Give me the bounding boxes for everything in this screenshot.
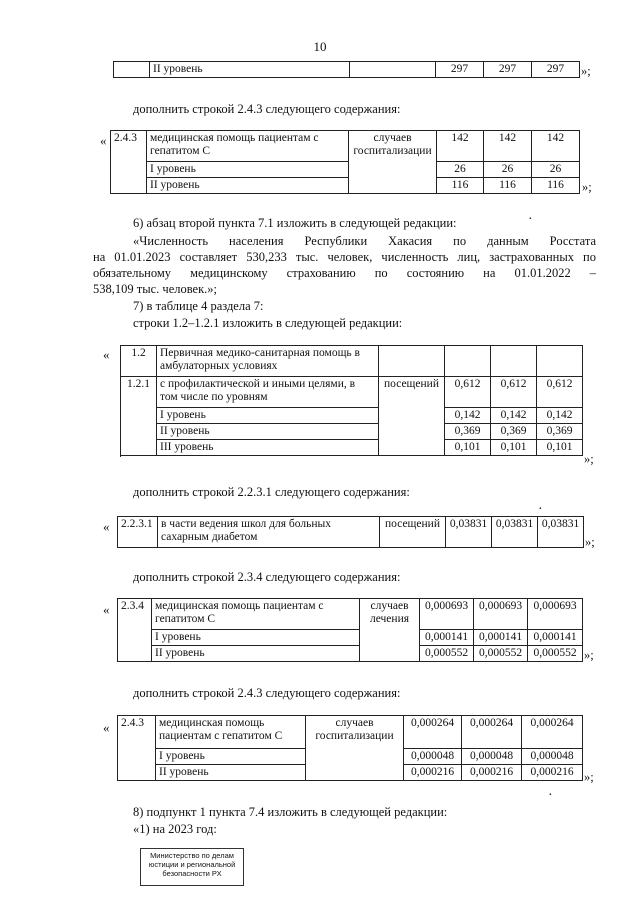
stamp-line: юстиции и региональной <box>148 860 236 869</box>
cell-value: 0,000048 <box>404 749 462 765</box>
cell-label: I уровень <box>152 630 360 646</box>
closing-quote: »; <box>584 452 594 466</box>
cell-unit: случаев лечения <box>360 599 420 662</box>
cell-num: 1.2 <box>121 346 157 377</box>
closing-quote: »; <box>582 180 592 194</box>
cell-unit <box>379 346 445 377</box>
paragraph: дополнить строкой 2.4.3 следующего содержания: <box>133 686 401 700</box>
opening-quote: « <box>103 602 110 617</box>
paragraph: дополнить строкой 2.4.3 следующего содержания: <box>133 102 401 116</box>
cell-unit: случаев госпитализации <box>306 716 404 781</box>
cell-value: 0,000693 <box>474 599 528 630</box>
stamp-line: безопасности РХ <box>162 869 222 878</box>
paragraph: 6) абзац второй пункта 7.1 изложить в следующей редакции: <box>133 216 457 230</box>
cell-num: 2.4.3 <box>111 131 147 194</box>
paragraph: 8) подпункт 1 пункта 7.4 изложить в следующей редакции: <box>133 805 448 819</box>
table-row <box>114 62 580 78</box>
paragraph-line: на 01.01.2023 составляет 530,233 тыс. человек, численность лиц, застрахованных по <box>93 250 596 264</box>
cell-value: 116 <box>532 178 580 194</box>
cell-value: 0,000216 <box>462 765 522 781</box>
paragraph-line: 538,109 тыс. человек.»; <box>93 282 218 296</box>
table-row <box>111 131 580 162</box>
cell-value: 0,142 <box>445 408 491 424</box>
page-number: 10 <box>313 39 327 54</box>
cell-unit: посещений <box>380 517 446 548</box>
cell-value: 0,000216 <box>404 765 462 781</box>
cell-value: 0,000693 <box>528 599 583 630</box>
cell-label: II уровень <box>157 424 379 440</box>
closing-quote: »; <box>584 770 594 784</box>
cell-value: 0,000141 <box>528 630 583 646</box>
mark-dot: · <box>548 788 553 803</box>
cell-label: I уровень <box>156 749 306 765</box>
cell-value: 0,142 <box>537 408 583 424</box>
table-row <box>121 440 583 456</box>
paragraph-line: обязательному медицинскому страхованию по состоянию на 01.01.2022 – <box>93 266 596 280</box>
cell-value: 142 <box>532 131 580 162</box>
cell-label: III уровень <box>157 440 379 456</box>
cell-value: 0,000264 <box>404 716 462 749</box>
table-row <box>118 646 583 662</box>
cell-value <box>537 346 583 377</box>
opening-quote: « <box>103 519 110 534</box>
cell-label: II уровень <box>152 646 360 662</box>
cell-value: 26 <box>437 162 484 178</box>
cell-value: 142 <box>484 131 532 162</box>
cell-label: II уровень <box>156 765 306 781</box>
mark-dot: · <box>528 212 533 227</box>
table-row-2-4-3 <box>110 130 580 194</box>
cell-value: 0,369 <box>491 424 537 440</box>
cell-unit: случаев госпитализации <box>349 131 437 194</box>
cell-value: 297 <box>484 62 532 78</box>
opening-quote: « <box>103 347 110 362</box>
cell-name: с профилактической и иными целями, в том числе по уровням <box>157 377 379 408</box>
table-row <box>121 346 583 377</box>
cell-value: 0,101 <box>445 440 491 456</box>
cell-value: 0,369 <box>537 424 583 440</box>
cell-value: 0,000141 <box>474 630 528 646</box>
cell-value: 297 <box>436 62 484 78</box>
table-row <box>121 424 583 440</box>
cell-value: 0,000216 <box>522 765 583 781</box>
paragraph: «1) на 2023 год: <box>133 822 217 836</box>
cell-label: II уровень <box>147 178 349 194</box>
table-continuation <box>113 61 580 78</box>
table-row-2-2-3-1 <box>117 516 584 548</box>
cell-value: 0,03831 <box>538 517 584 548</box>
table-row <box>118 716 583 749</box>
cell-value: 0,000264 <box>522 716 583 749</box>
cell-value: 0,000693 <box>420 599 474 630</box>
cell-name: медицинская помощь пациентам с гепатитом С <box>156 716 306 749</box>
paragraph: дополнить строкой 2.3.4 следующего содержания: <box>133 570 401 584</box>
cell-name: медицинская помощь пациентам с гепатитом С <box>152 599 360 630</box>
table-row-2-3-4 <box>117 598 583 662</box>
table-row <box>121 408 583 424</box>
cell-value: 0,000552 <box>474 646 528 662</box>
cell-name: в части ведения школ для больных сахарным диабетом <box>158 517 380 548</box>
cell-value: 0,101 <box>537 440 583 456</box>
cell-value: 0,000048 <box>522 749 583 765</box>
table-row <box>111 178 580 194</box>
table-row <box>118 517 584 548</box>
opening-quote: « <box>100 133 107 148</box>
paragraph: строки 1.2–1.2.1 изложить в следующей редакции: <box>133 316 403 330</box>
cell-value: 0,369 <box>445 424 491 440</box>
stamp-line: Министерство по делам <box>150 851 234 860</box>
closing-quote: »; <box>585 535 595 549</box>
cell-label: I уровень <box>157 408 379 424</box>
cell-num: 2.2.3.1 <box>118 517 158 548</box>
cell-value: 0,612 <box>445 377 491 408</box>
cell-value: 0,03831 <box>492 517 538 548</box>
cell-value: 0,612 <box>537 377 583 408</box>
cell-unit: посещений <box>379 377 445 456</box>
cell-label: II уровень <box>150 62 350 78</box>
table-row <box>118 599 583 630</box>
cell-value: 0,000048 <box>462 749 522 765</box>
cell-label: I уровень <box>147 162 349 178</box>
cell-value: 0,000264 <box>462 716 522 749</box>
mark-dot: · <box>538 502 543 517</box>
table-row <box>111 162 580 178</box>
cell-num <box>114 62 150 78</box>
cell-num: 2.3.4 <box>118 599 152 662</box>
cell-value: 116 <box>484 178 532 194</box>
cell-value: 0,03831 <box>446 517 492 548</box>
cell-value: 0,000552 <box>528 646 583 662</box>
closing-quote: »; <box>584 648 594 662</box>
cell-value: 0,000552 <box>420 646 474 662</box>
table-rows-1-2 <box>120 345 583 456</box>
cell-value: 142 <box>437 131 484 162</box>
cell-num: 1.2.1 <box>121 377 157 456</box>
cell-value: 26 <box>532 162 580 178</box>
paragraph: 7) в таблице 4 раздела 7: <box>133 299 264 313</box>
cell-name: Первичная медико-санитарная помощь в амбулаторных условиях <box>157 346 379 377</box>
paragraph-line: «Численность населения Республики Хакасия по данным Росстата <box>133 234 596 248</box>
opening-quote: « <box>103 720 110 735</box>
table-row-2-4-3-b <box>117 715 583 781</box>
cell-value: 116 <box>437 178 484 194</box>
cell-value <box>491 346 537 377</box>
cell-value: 0,612 <box>491 377 537 408</box>
registration-stamp <box>140 848 244 886</box>
paragraph: дополнить строкой 2.2.3.1 следующего содержания: <box>133 485 410 499</box>
cell-value <box>445 346 491 377</box>
cell-value: 26 <box>484 162 532 178</box>
cell-unit <box>350 62 436 78</box>
cell-value: 0,000141 <box>420 630 474 646</box>
table-row <box>121 377 583 408</box>
cell-num: 2.4.3 <box>118 716 156 781</box>
closing-quote: »; <box>581 64 591 78</box>
cell-name: медицинская помощь пациентам с гепатитом С <box>147 131 349 162</box>
cell-value: 0,142 <box>491 408 537 424</box>
table-row <box>118 630 583 646</box>
cell-value: 0,101 <box>491 440 537 456</box>
cell-value: 297 <box>532 62 580 78</box>
